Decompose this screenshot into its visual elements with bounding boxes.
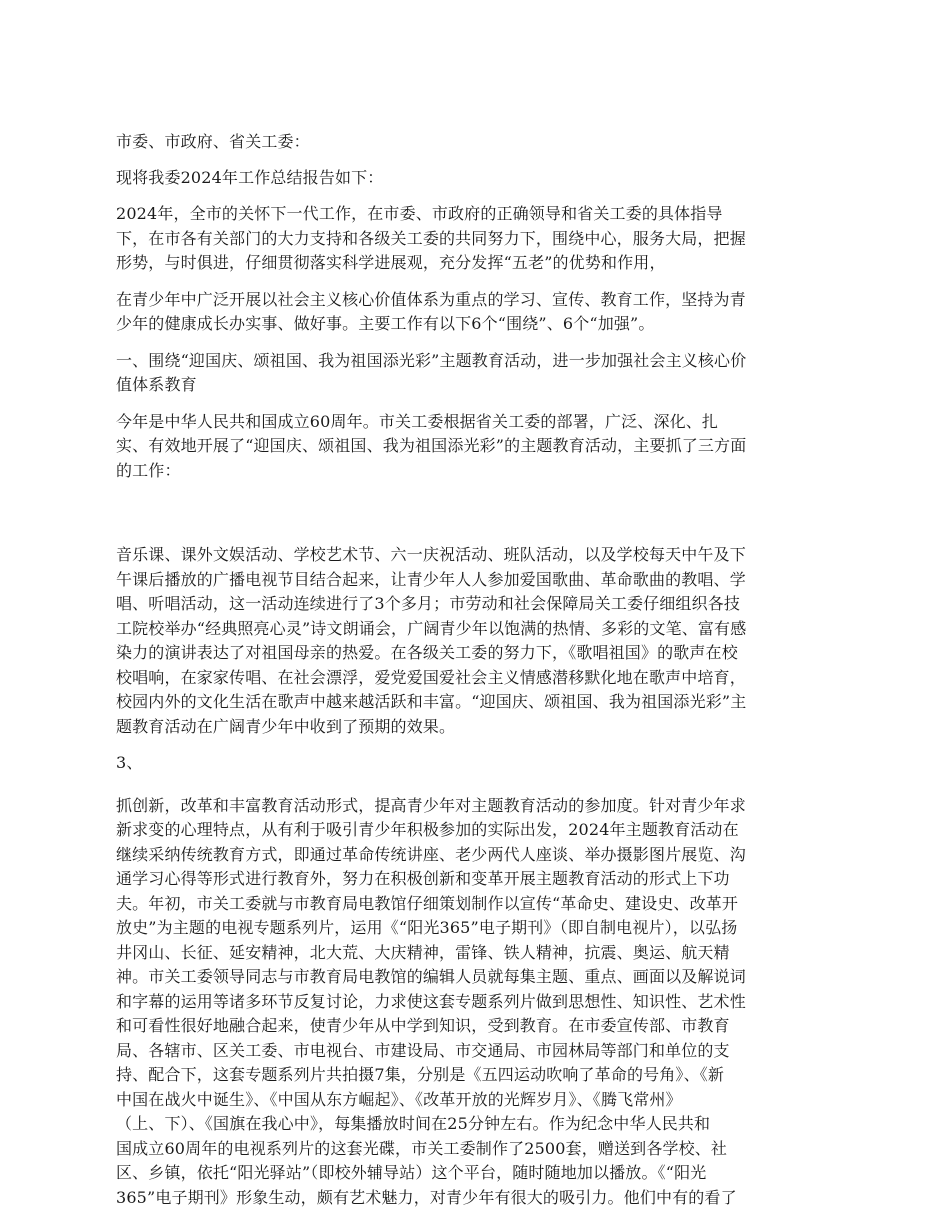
intro-line: 现将我委2024年工作总结报告如下：: [116, 167, 384, 187]
salutation: 市委、市政府、省关工委：: [116, 132, 310, 151]
paragraph-anniversary: 今年是中华人民共和国成立60周年。市关工委根据省关工委的部署，广泛、深化、扎 实、有效地开展了“迎国庆、颂祖国、我为祖国添光彩”的主题教育活动，主要抓了三方面 的工作：: [116, 411, 747, 480]
list-item-number-3: 3、: [116, 753, 143, 772]
section-heading-1: 一、围绕“迎国庆、颂祖国、我为祖国添光彩”主题教育活动，进一步加强社会主义核心价 值体系教育: [116, 350, 747, 394]
paragraph-innovation: 抓创新，改革和丰富教育活动形式，提高青少年对主题教育活动的参加度。针对青少年求 新求变的心理特点，从有利于吸引青少年积极参加的实际出发，2024年主题教育活动在 继续采纳传统教育方式，即通过革命传统讲座、老少两代人座谈、举办摄影图片展览、沟 通学习心得等形式进行教育外，努力在积极创新和变革开展主题教育活动的形式上下功 夫。年初，市关工委就与市教育局电教馆仔细策划制作以宣传“革命史、建设史、改革开 放史”为主题的电视专题系列片，运用《“阳光365”电子期刊》（即自制电视片），以弘扬 井冈山、长征、延安精神，北大荒、大庆精神，雷锋、铁人精神，抗震、奥运、航天精 神。市关工委领导同志与市教育局电教馆的编辑人员就每集主题、重点、画面以及解说词 和字幕的运用等诸多环节反复讨论，力求使这套专题系列片做到思想性、知识性、艺术性 和可看性很好地融合起来，使青少年从中学到知识，受到教育。在市委宣传部、市教育 局、各辖市、区关工委、市电视台、市建设局、市交通局、市园林局等部门和单位的支 持、配合下，这套专题系列片共拍摄7集，分别是《五四运动吹响了革命的号角》、《新 中国在战火中诞生》、《中国从东方崛起》、《改革开放的光辉岁月》、《腾飞常州》 （上、下）、《国旗在我心中》，每集播放时间在25分钟左右。作为纪念中华人民共和 国成立60周年的电视系列片的这套光碟，市关工委制作了2500套，赠送到各学校、社 区、乡镇，依托“阳光驿站”（即校外辅导站）这个平台，随时随地加以播放。《“阳光 365”电子期刊》形象生动，颇有艺术魅力，对青少年有很大的吸引力。他们中有的看了: [116, 795, 746, 1207]
paragraph-focus: 在青少年中广泛开展以社会主义核心价值体系为重点的学习、宣传、教育工作，坚持为青 少年的健康成长办实事、做好事。主要工作有以下6个“围绕”、6个“加强”。: [116, 289, 746, 333]
paragraph-overview: 2024年，全市的关怀下一代工作，在市委、市政府的正确领导和省关工委的具体指导 下，在市各有关部门的大力支持和各级关工委的共同努力下，围绕中心，服务大局，把握 形势，与时俱进，仔细贯彻落实科学进展观，充分发挥“五老”的优势和作用，: [116, 204, 746, 272]
paragraph-singing-activities: 音乐课、课外文娱活动、学校艺术节、六一庆祝活动、班队活动，以及学校每天中午及下 午课后播放的广播电视节目结合起来，让青少年人人参加爱国歌曲、革命歌曲的教唱、学 唱、听唱活动，这一活动连续进行了3个多月；市劳动和社会保障局关工委仔细组织各技 工院校举办“经典照亮心灵”诗文朗诵会，广阔青少年以饱满的热情、多彩的文笔、富有感 染力的演讲表达了对祖国母亲的热爱。在各级关工委的努力下，《歌唱祖国》的歌声在校 校唱响，在家家传唱、在社会漂浮，爱党爱国爱社会主义情感潜移默化地在歌声中培育， 校园内外的文化生活在歌声中越来越活跃和丰富。“迎国庆、颂祖国、我为祖国添光彩”主 题教育活动在广阔青少年中收到了预期的效果。: [116, 545, 747, 736]
document-body: [116, 130, 836, 1210]
